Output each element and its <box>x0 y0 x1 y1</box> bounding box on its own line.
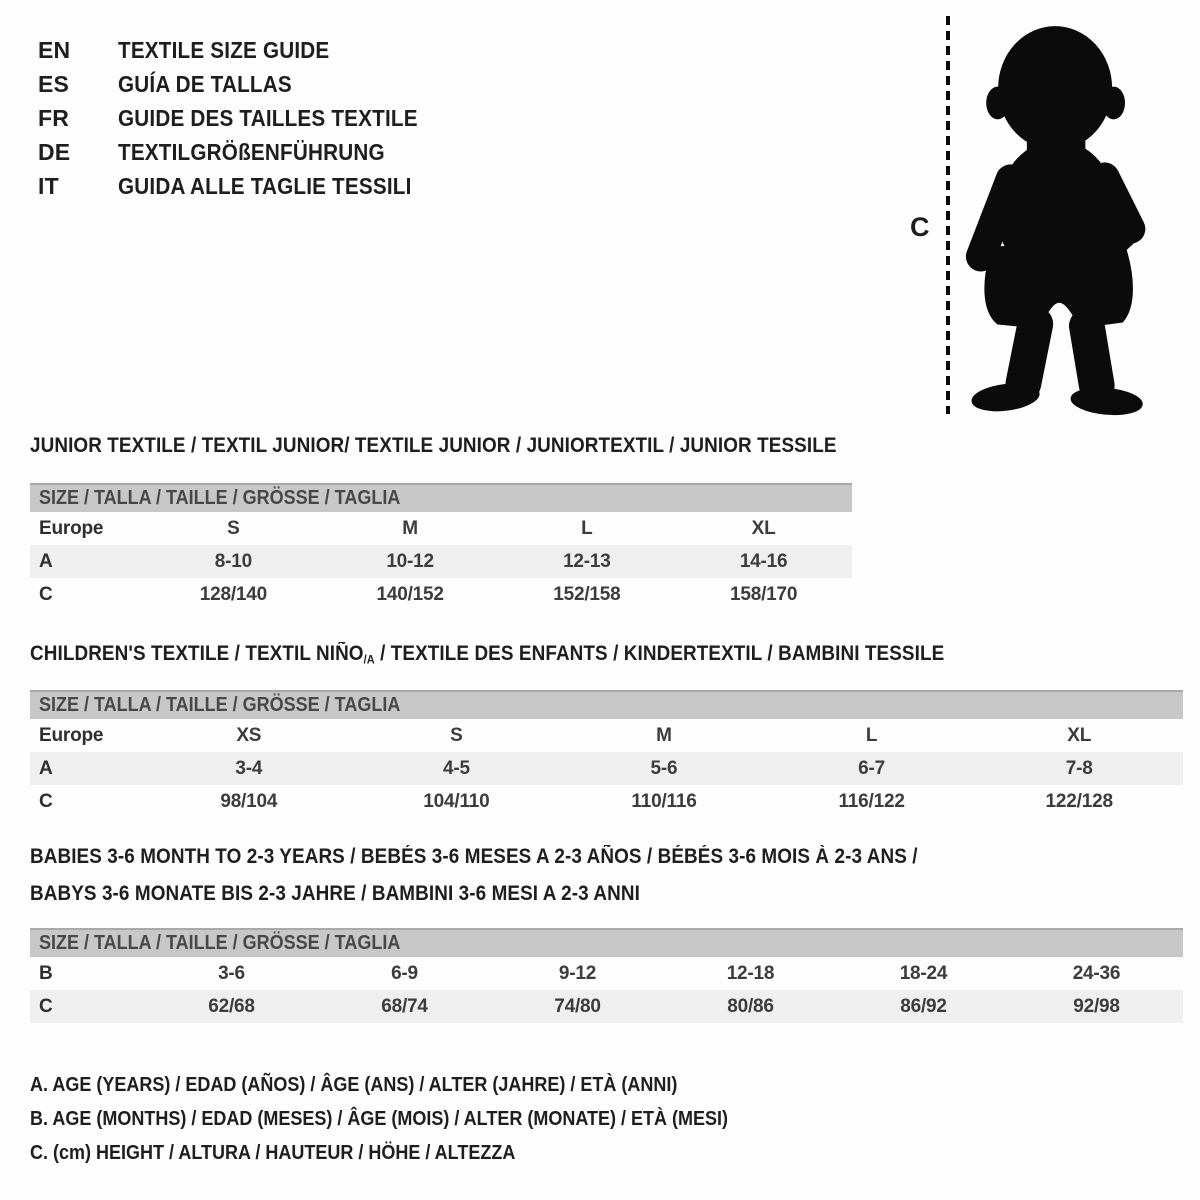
language-code: ES <box>38 71 70 97</box>
table-row-europe <box>30 512 852 545</box>
table-row-height <box>30 990 1183 1023</box>
table-row-age <box>30 545 852 578</box>
language-title: TEXTILGRÖßENFÜHRUNG <box>118 139 385 165</box>
size-cell: 116/122 <box>838 790 905 812</box>
size-cell: L <box>865 724 878 746</box>
table-row-age <box>30 752 1183 785</box>
height-measure-label: C <box>910 212 930 242</box>
size-header-label: SIZE / TALLA / TAILLE / GRÖSSE / TAGLIA <box>39 694 401 716</box>
size-cell: 6-9 <box>391 962 418 984</box>
row-label: A <box>39 550 53 572</box>
size-cell: 68/74 <box>381 995 428 1017</box>
size-cell: 6-7 <box>858 757 886 779</box>
size-cell: 80/86 <box>727 995 774 1017</box>
table-header-bar <box>30 691 1183 719</box>
table-header-bar <box>30 929 1183 957</box>
babies-size-table <box>30 928 1183 1023</box>
babies-section-heading: BABIES 3-6 MONTH TO 2-3 YEARS / BEBÉS 3-6 MESES A 2-3 AÑOS / BÉBÉS 3-6 MOIS À 2-3 ANS / BABYS 3-6 MONATE BIS 2-3 JAHRE / BAMBINI 3-6 MESI A 2-3 ANNI <box>30 845 918 905</box>
table-header-bar <box>30 484 852 512</box>
language-title: GUIDE DES TAILLES TEXTILE <box>118 105 418 131</box>
legend-footnotes <box>30 1068 806 1170</box>
footnote-b: B. AGE (MONTHS) / EDAD (MESES) / ÂGE (MOIS) / ALTER (MONATE) / ETÀ (MESI) <box>30 1108 728 1130</box>
size-cell: 24-36 <box>1072 962 1121 984</box>
language-code: FR <box>38 105 70 131</box>
size-cell: 7-8 <box>1065 757 1093 779</box>
size-cell: M <box>402 517 418 539</box>
language-row-it <box>38 169 451 203</box>
table-row-europe <box>30 719 1183 752</box>
footnote-a: A. AGE (YEARS) / EDAD (AÑOS) / ÂGE (ANS) / ALTER (JAHRE) / ETÀ (ANNI) <box>30 1074 678 1096</box>
size-cell: XL <box>751 517 776 539</box>
junior-section-heading: JUNIOR TEXTILE / TEXTIL JUNIOR/ TEXTILE JUNIOR / JUNIORTEXTIL / JUNIOR TESSILE <box>30 434 837 457</box>
size-cell: S <box>450 724 463 746</box>
size-cell: 3-6 <box>218 962 245 984</box>
size-cell: 4-5 <box>442 757 470 779</box>
language-row-de <box>38 135 451 169</box>
children-section-heading: CHILDREN'S TEXTILE / TEXTIL $NIÑO_{/A}$ / TEXTILE DES ENFANTS / KINDERTEXTIL / BAMBINI TESSILE <box>30 642 945 667</box>
row-label: Europe <box>39 517 104 539</box>
size-cell: 92/98 <box>1073 995 1120 1017</box>
size-cell: 10-12 <box>386 550 434 572</box>
size-cell: 86/92 <box>900 995 947 1017</box>
language-row-en <box>38 33 451 67</box>
size-cell: 74/80 <box>554 995 601 1017</box>
row-label: C <box>39 583 53 605</box>
size-cell: 18-24 <box>899 962 948 984</box>
language-title: GUÍA DE TALLAS <box>118 71 292 97</box>
language-row-fr <box>38 101 451 135</box>
size-cell: 14-16 <box>739 550 788 572</box>
size-cell: 3-4 <box>235 757 263 779</box>
language-code: DE <box>38 139 71 165</box>
toddler-silhouette-icon <box>956 8 1184 416</box>
size-cell: 5-6 <box>650 757 678 779</box>
row-label: Europe <box>39 724 104 746</box>
language-code: IT <box>38 173 59 199</box>
footnote-c: C. (cm) HEIGHT / ALTURA / HAUTEUR / HÖHE / ALTEZZA <box>30 1142 516 1164</box>
size-cell: 152/158 <box>553 583 621 605</box>
size-cell: 98/104 <box>220 790 278 812</box>
row-label: C <box>39 790 53 812</box>
row-label: C <box>39 995 53 1017</box>
size-cell: 140/152 <box>376 583 444 605</box>
size-cell: XS <box>236 724 262 746</box>
size-cell: 9-12 <box>558 962 597 984</box>
size-cell: 62/68 <box>208 995 255 1017</box>
table-row-height <box>30 578 852 611</box>
size-cell: 12-18 <box>726 962 775 984</box>
size-header-label: SIZE / TALLA / TAILLE / GRÖSSE / TAGLIA <box>39 932 401 954</box>
size-cell: 122/128 <box>1045 790 1113 812</box>
language-title: GUIDA ALLE TAGLIE TESSILI <box>118 173 412 199</box>
language-code: EN <box>38 37 71 63</box>
size-cell: 128/140 <box>199 583 268 605</box>
table-row-age-months <box>30 957 1183 990</box>
table-row-height <box>30 785 1183 818</box>
size-header-label: SIZE / TALLA / TAILLE / GRÖSSE / TAGLIA <box>39 487 401 509</box>
size-cell: 158/170 <box>729 583 798 605</box>
junior-size-table <box>30 483 852 611</box>
language-list <box>38 33 451 203</box>
size-cell: 110/116 <box>631 790 697 812</box>
size-cell: 8-10 <box>214 550 252 572</box>
height-measure-dashed-line <box>946 16 950 414</box>
size-cell: 12-13 <box>563 550 611 572</box>
size-cell: S <box>227 517 240 539</box>
row-label: B <box>39 962 53 984</box>
language-row-es <box>38 67 451 101</box>
size-cell: L <box>581 517 593 539</box>
row-label: A <box>39 757 53 779</box>
children-size-table <box>30 690 1183 818</box>
size-cell: M <box>656 724 672 746</box>
language-title: TEXTILE SIZE GUIDE <box>118 37 330 63</box>
heading-subscript: /A <box>363 652 375 667</box>
size-cell: XL <box>1067 724 1092 746</box>
size-cell: 104/110 <box>423 790 490 812</box>
